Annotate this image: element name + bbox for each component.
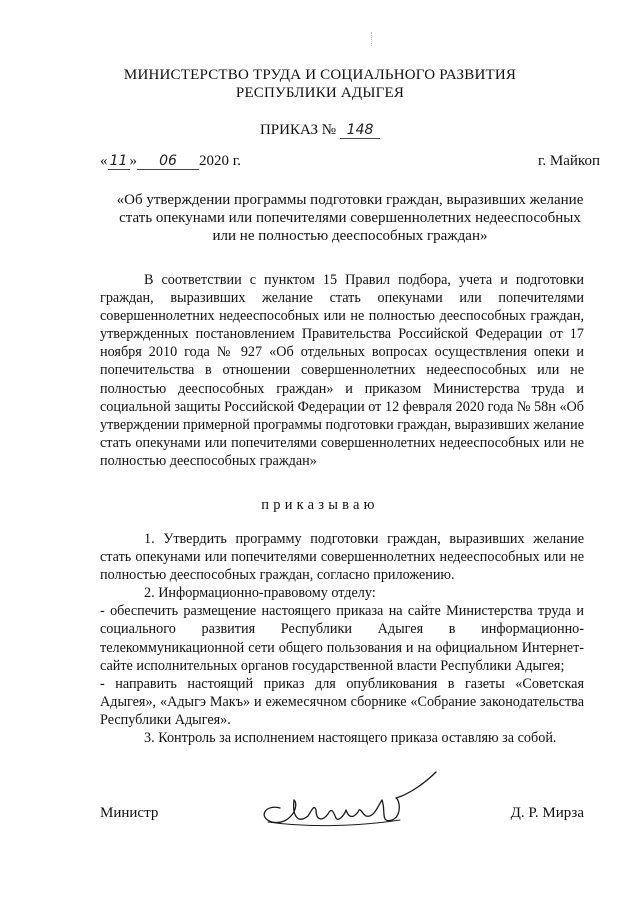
order-year: 2020 г. [199, 153, 241, 169]
order-title [0, 122, 640, 139]
preamble-text: В соответствии с пунктом 15 Правил подбора, учета и подготовки граждан, выразивших желание стать опекунами или попечителями совершеннолетних недееспособных или не полностью дееспособных граждан, утвержденных постановлением Правительства Российской Федерации от 17 ноября 2010 года № 927 «Об отдельных вопросах осуществления опеки и попечительства в отношении совершеннолетних недееспособных или не полностью дееспособных граждан» и приказом Министерства труда и социальной защиты Российской Федерации от 12 февраля 2020 года № 58н «Об утверждении примерной программы подготовки граждан, выразивших желание стать опекунами или попечителями совершеннолетних недееспособных или не полностью дееспособных граждан» [100, 272, 584, 469]
preamble [100, 271, 584, 470]
order-heading [100, 191, 600, 245]
ministry-line-2: РЕСПУБЛИКИ АДЫГЕЯ [235, 85, 405, 101]
signatory-name: Д. Р. Мирза [510, 805, 584, 821]
page-mark [371, 32, 373, 46]
heading-line-1: «Об утверждении программы подготовки граждан, выразивших желание [116, 192, 584, 208]
item-2b: - направить настоящий приказ для опубликования в газеты «Советская Адыгея», «Адыгэ Макъ» и ежемесячном сборнике «Собрание законодательства Республики Адыгея». [100, 675, 584, 728]
item-2a: - обеспечить размещение настоящего приказа на сайте Министерства труда и социального развития Республики Адыгея в информационно-телекоммуникационной сети общего пользования и на официальном Интернет-сайте исполнительных органов государственной власти Республики Адыгея; [100, 603, 584, 674]
heading-line-2: стать опекунами или попечителями совершеннолетних недееспособных [119, 210, 581, 226]
ministry-line-1: МИНИСТЕРСТВО ТРУДА И СОЦИАЛЬНОГО РАЗВИТИЯ [123, 67, 517, 83]
order-month: 06 [137, 153, 199, 170]
order-items [100, 530, 584, 747]
item-3: 3. Контроль за исполнением настоящего приказа оставляю за собой. [144, 730, 557, 747]
decree-word: приказываю [261, 497, 379, 513]
ministry-header [0, 66, 640, 102]
item-1: 1. Утвердить программу подготовки граждан, выразивших желание стать опекунами или попечителями совершеннолетних недееспособных или не полностью дееспособных граждан, согласно приложению. [100, 531, 584, 584]
order-day: 11 [108, 153, 130, 170]
city: г. Майкоп [537, 153, 600, 169]
order-date: « 11 » 06 2020 г. [100, 153, 241, 169]
heading-line-3: или не полностью дееспособных граждан» [212, 228, 488, 244]
handwritten-signature [250, 770, 450, 840]
signatory-position: Министр [100, 805, 159, 821]
order-number: 148 [340, 122, 380, 139]
item-2: 2. Информационно-правовому отделу: [144, 585, 376, 602]
order-label: ПРИКАЗ № [259, 122, 337, 138]
